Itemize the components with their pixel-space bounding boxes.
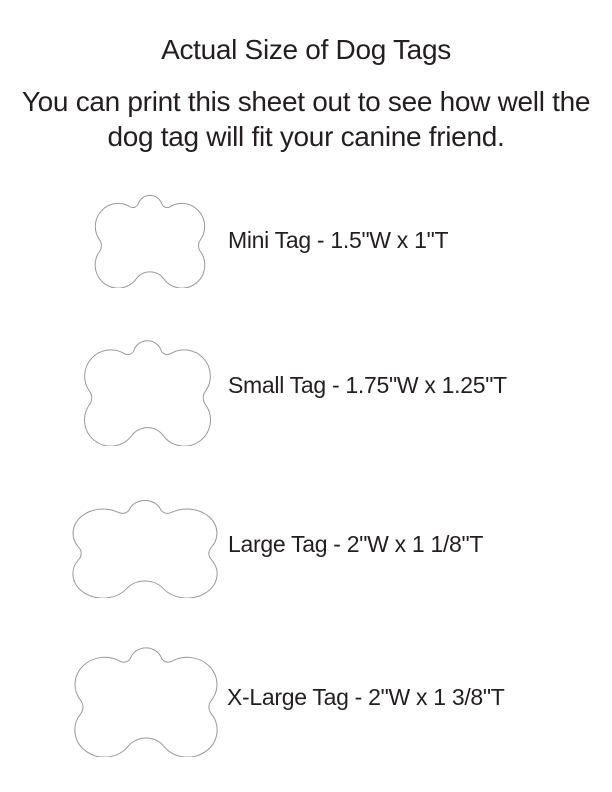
tag-size-label-small: Small Tag - 1.75"W x 1.25"T <box>228 372 507 398</box>
bone-tag-outline-mini <box>93 193 207 288</box>
bone-tag-outline-large <box>70 498 220 598</box>
page-title: Actual Size of Dog Tags <box>161 34 451 65</box>
tag-size-label-mini: Mini Tag - 1.5"W x 1"T <box>228 227 449 253</box>
bone-shape-icon <box>85 341 211 446</box>
tag-size-label-x-large: X-Large Tag - 2"W x 1 3/8"T <box>227 684 505 710</box>
tag-size-label-large: Large Tag - 2"W x 1 1/8"T <box>228 531 484 557</box>
page-subtitle: You can print this sheet out to see how well the dog tag will fit your canine friend. <box>21 86 591 152</box>
bone-tag-outline-small <box>82 338 213 446</box>
bone-tag-outline-x-large <box>72 645 220 757</box>
bone-shape-icon <box>95 195 205 288</box>
bone-shape-icon <box>75 648 217 757</box>
bone-shape-icon <box>73 501 217 598</box>
